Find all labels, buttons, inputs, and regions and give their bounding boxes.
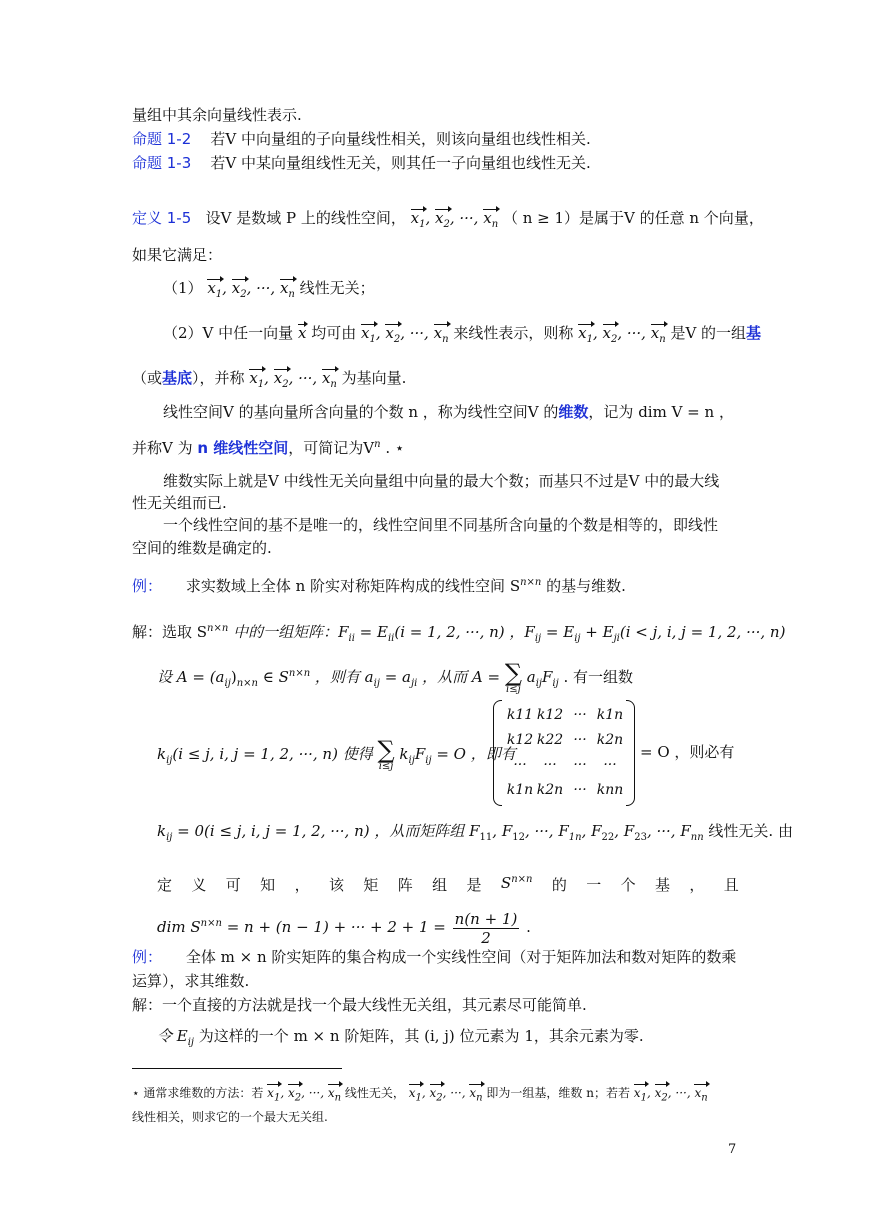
solution-text: 线性无关. 由: [703, 822, 793, 840]
footnote-marker: . ⋆: [380, 439, 405, 457]
condition-2: [163, 322, 761, 351]
math: = O ，即有: [431, 745, 516, 763]
char: 是: [466, 876, 482, 894]
term-n-dim-space: n 维线性空间: [197, 439, 289, 457]
char: 义: [191, 876, 207, 894]
matrix-cell: ···: [603, 756, 617, 773]
char: 定: [157, 876, 173, 894]
math: , F: [581, 822, 602, 840]
term-dimension: 维数: [558, 403, 589, 421]
proposition-text: 若V 中某向量组线性无关，则其任一子向量组也线性无关.: [210, 154, 591, 172]
math: F: [542, 668, 553, 686]
proposition-text: 若V 中向量组的子向量线性相关，则该向量组也线性相关.: [210, 130, 591, 148]
superscript: n×n: [520, 577, 542, 588]
footnote-marker: ⋆: [132, 1086, 140, 1100]
char: 可: [225, 876, 241, 894]
char: 知: [260, 876, 276, 894]
vector-x: x: [297, 324, 307, 342]
example-text: 全体 m × n 阶实矩阵的集合构成一个实线性空间（对于矩阵加法和数对矩阵的数乘: [185, 948, 737, 966]
dimension-text: ，记为 dim V = n ，: [588, 403, 734, 421]
matrix-cell: ···: [573, 756, 587, 773]
char: 阵: [397, 876, 413, 894]
condition-text: 线性无关；: [299, 279, 375, 297]
dimension-formula: dim $S^{n\times n} = n + (n - 1)$ + ··· + 2 + 1 = $\frac{n(n + 1)}{2}$ .: [157, 909, 531, 947]
solution-text: 为这样的一个 m × n 阶矩阵，其 (i, j) 位元素为 1，其余元素为零.: [194, 1027, 644, 1045]
definition-text: （ n ≥ 1）是属于V 的任意 n 个向量，: [502, 209, 764, 227]
condition-text: 是V 的一组: [670, 324, 747, 342]
solution-text: 解：一个直接的方法就是找一个最大线性无关组，其元素尽可能简单.: [132, 996, 587, 1014]
matrix-cell: ···: [573, 781, 587, 798]
definition-text: 为基向量.: [341, 369, 407, 387]
justified-line: [157, 874, 739, 895]
fraction: $\frac{n(n + 1)}{2}$: [454, 909, 518, 947]
solution-line1: 解：选取 $S^{n\times n}$ 中的一组矩阵：$F_{ii} = E_{ii}(i = 1$, 2, ···, n) ，$F_{ij} = E_{ij} + E_{ji}(i < j$, i, j = 1, 2, ···, n): [132, 623, 786, 644]
term-basis: 基: [746, 324, 762, 342]
example-label: 例：: [132, 577, 163, 595]
math: , ···, F: [524, 822, 569, 840]
text-line: 量组中其余向量线性表示.: [132, 106, 302, 124]
char: ，: [294, 876, 310, 894]
vector-list: $x_1$, $x_2$, ···, $x_n$: [361, 324, 449, 342]
dimension-text: 线性空间V 的基向量所含向量的个数 n ，称为线性空间V 的: [163, 403, 559, 421]
math: , F: [614, 822, 635, 840]
condition-1: [163, 277, 375, 306]
definition-text: （或: [132, 369, 163, 387]
math: dim S: [157, 918, 201, 936]
matrix-cell: k2n: [596, 731, 624, 748]
solution-line4: $k_{ij} = 0(i \le j$, i, j = 1, 2, ···, n) ，从而矩阵组 $F_{11}$, $F_{12}$, ···, $F_{1n}$, $F_{22}$, $F_{23}$, ···, $F_{nn}$ 线性无关. 由: [157, 822, 793, 843]
math: (i < j, i, j = 1, 2, ···, n): [619, 623, 786, 641]
math: ，从而 A =: [417, 668, 501, 686]
matrix-cell: k2n: [536, 781, 564, 798]
char: 基: [655, 876, 671, 894]
math: .: [521, 918, 531, 936]
definition-label: 定义 1-5: [132, 209, 192, 227]
dimension-line1: [163, 401, 734, 423]
char: 的: [551, 876, 567, 894]
example-1: [132, 572, 626, 597]
vector-list: $x_1$, $x_2$, ···, $x_n$: [578, 324, 666, 342]
math: 中的一组矩阵：F: [228, 623, 349, 641]
math: (i ≤ j, i, j = 1, 2, ···, n) 使得: [172, 745, 373, 763]
coefficient-matrix: [493, 700, 635, 804]
definition-line-basis: [132, 367, 406, 396]
char: 组: [432, 876, 448, 894]
math: k: [157, 745, 167, 763]
vector-list: $x_1$, $x_2$, ···, $x_n$: [207, 279, 295, 297]
math: , ···, F: [646, 822, 691, 840]
matrix-cell: knn: [596, 781, 624, 798]
vector-list: $x_1$, $x_2$, ···, $x_n$: [411, 209, 499, 227]
dimension-text: ，可简记为V: [288, 439, 375, 457]
vector-list: $x_1$, $x_2$, ···, $x_n$: [267, 1086, 341, 1100]
matrix-cell: ···: [573, 706, 587, 723]
definition-text: 如果它满足：: [132, 246, 223, 264]
math: (i = 1, 2, ···, n) ，F: [394, 623, 535, 641]
example-2-line1: [132, 946, 736, 968]
remark-line: 性无关组而已.: [132, 494, 227, 512]
char: 一: [586, 876, 602, 894]
vector-list: $x_1$, $x_2$, ···, $x_n$: [409, 1086, 483, 1100]
math: a: [526, 668, 536, 686]
math: 令 E: [157, 1027, 188, 1045]
proposition-1-2: [132, 128, 591, 150]
solution-text: = O ，则必有: [640, 743, 735, 761]
remark-line: 一个线性空间的基不是唯一的，线性空间里不同基所含向量的个数是相等的，即线性: [163, 516, 719, 534]
summation-symbol: ∑ i≤j: [377, 736, 395, 772]
matrix-cell: k12: [506, 731, 534, 748]
footnote-text: 通常求维数的方法：若: [139, 1086, 264, 1100]
example-text: 求实数域上全体 n 阶实对称矩阵构成的线性空间 S: [185, 577, 521, 595]
math: k: [157, 822, 167, 840]
matrix-cell: k22: [536, 731, 564, 748]
math: 设 A = (a: [157, 668, 225, 686]
char: 个: [620, 876, 636, 894]
vector-list: $x_1$, $x_2$, ···, $x_n$: [634, 1086, 708, 1100]
math: ，则有 a: [310, 668, 374, 686]
math: = a: [379, 668, 411, 686]
superscript: n: [374, 439, 381, 450]
condition-text: 均可由: [311, 324, 357, 342]
dimension-line2: [132, 434, 404, 459]
math: = 0(i ≤ j, i, j = 1, 2, ···, n) ，从而矩阵组 F: [172, 822, 480, 840]
remark-line: 维数实际上就是V 中线性无关向量组中向量的最大个数；而基只不过是V 中的最大线: [163, 472, 720, 490]
matrix-cell: k1n: [506, 781, 534, 798]
math: k: [399, 745, 409, 763]
char: 且: [723, 876, 739, 894]
char: 矩: [363, 876, 379, 894]
math: = E: [354, 623, 388, 641]
example-label: 例：: [132, 948, 163, 966]
page-number: 7: [728, 1142, 737, 1157]
footnote-text: 线性无关，: [341, 1086, 405, 1100]
matrix-cell: k12: [536, 706, 564, 723]
char: 该: [328, 876, 344, 894]
proposition-1-3: [132, 152, 591, 174]
definition-1-5-line1: [132, 207, 764, 236]
condition-text: （2）V 中任一向量: [163, 324, 294, 342]
vector-list: $x_1$, $x_2$, ···, $x_n$: [249, 369, 337, 387]
matrix-cell: ···: [513, 756, 527, 773]
footnote-text: 即为一组基，维数 n；若若: [482, 1086, 630, 1100]
definition-text: ），并称: [192, 369, 245, 387]
remark-line: 空间的维数是确定的.: [132, 539, 272, 557]
proposition-label: 命题 1-3: [132, 154, 192, 172]
matrix-entries: [505, 702, 625, 802]
matrix-cell: k11: [506, 706, 534, 723]
matrix-cell: ···: [543, 756, 557, 773]
condition-text: 来线性表示，则称: [453, 324, 574, 342]
footnote-line2: 线性相关，则求它的一个最大无关组.: [132, 1110, 328, 1124]
math: + E: [580, 623, 614, 641]
right-parenthesis: [626, 700, 635, 806]
example-text: 运算），求其维数.: [132, 972, 250, 990]
superscript: n×n: [207, 623, 229, 634]
left-parenthesis: [493, 700, 502, 806]
solution-text-line: 令 $E_{ij}$ 为这样的一个 m × n 阶矩阵，其 (i, j) 位元素为 1，其余元素为零.: [157, 1027, 644, 1048]
term-basis-alt: 基底: [162, 369, 193, 387]
math: = E: [541, 623, 575, 641]
example-text: 的基与维数.: [541, 577, 626, 595]
dimension-text: 并称V 为: [132, 439, 193, 457]
condition-number: （1）: [163, 279, 203, 297]
solution-line3: $k_{ij}(i \le j$, i, j = 1, 2, ···, n) 使得 ∑ i≤j $k_{ij}F_{ij} = O$ ，即有: [157, 736, 516, 772]
summation-symbol: ∑ i≤j: [504, 659, 522, 695]
matrix-cell: k1n: [596, 706, 624, 723]
char: ，: [689, 876, 705, 894]
solution-line2: 设 $A = (a_{ij})_{n\times n}$ ∈ $S^{n\times n}$ ，则有 $a_{ij} = a_{ji}$ ，从而 A = ∑ i≤j $a_{ij}F_{ij}$ . 有一组数: [157, 659, 634, 695]
math: = n + (n − 1) + ··· + 2 + 1 =: [221, 918, 446, 936]
math: ∈ S: [257, 668, 289, 686]
proposition-label: 命题 1-2: [132, 130, 192, 148]
math: F: [414, 745, 426, 763]
math: , F: [492, 822, 513, 840]
math: ): [230, 668, 237, 686]
definition-text: 设V 是数域 P 上的线性空间，: [205, 209, 406, 227]
footnote-divider: [132, 1068, 342, 1069]
math: $S^{n\times n}$: [500, 874, 533, 892]
solution-text: 解：选取 S: [132, 623, 208, 641]
solution-text: . 有一组数: [558, 668, 634, 686]
matrix-cell: ···: [573, 731, 587, 748]
